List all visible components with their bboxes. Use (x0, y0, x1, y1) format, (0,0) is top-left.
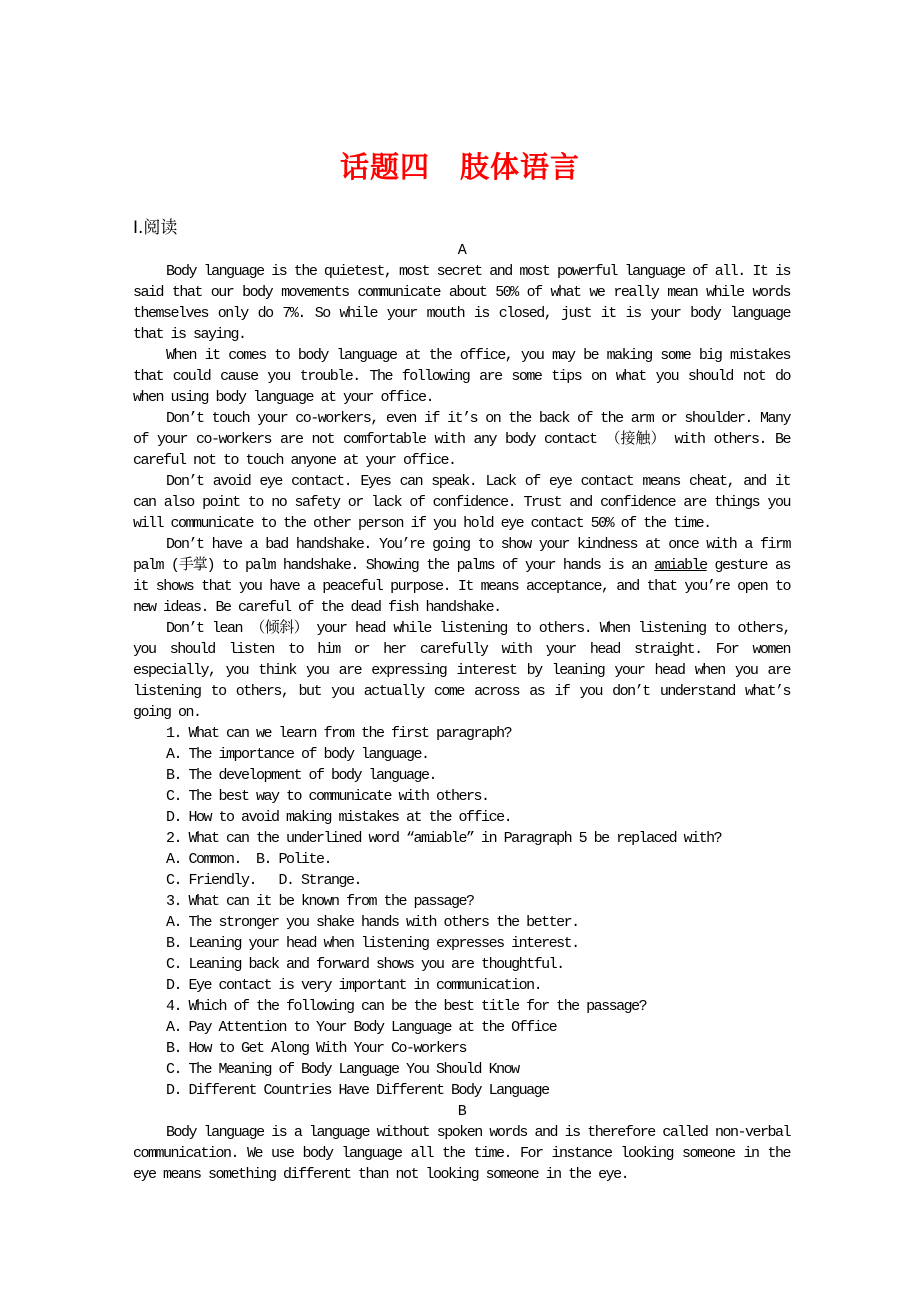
question-4-stem: 4. Which of the following can be the best title for the passage? (166, 998, 647, 1015)
question-1-option-d: D. How to avoid making mistakes at the office. (166, 809, 512, 826)
question-2-stem: 2. What can the underlined word “amiable” in Paragraph 5 be replaced with? (166, 830, 722, 847)
underlined-word-amiable: amiable (654, 557, 707, 574)
question-3-stem: 3. What can it be known from the passage? (166, 893, 474, 910)
passage-a-paragraph-5 (133, 534, 790, 618)
reading-section-label: Ⅰ.阅读 (133, 218, 178, 238)
question-2-options-ab: A. Common. B. Polite. (166, 851, 332, 868)
question-2-options-cd: C. Friendly. D. Strange. (166, 872, 362, 889)
question-3-option-a: A. The stronger you shake hands with others the better. (166, 914, 579, 931)
question-1-stem: 1. What can we learn from the first paragraph? (166, 725, 512, 742)
paragraph-5-text-after: gesture as it shows that you have a peaceful purpose. It means acceptance, and that you’re open to new ideas. Be careful of the dead fish handshake. (133, 557, 790, 616)
passage-b-paragraph-1: Body language is a language without spoken words and is therefore called non-verbal communication. We use body language all the time. For instance looking someone in the eye means something different than not looking someone in the eye. (133, 1124, 790, 1183)
passage-a-paragraph-6: Don’t lean （倾斜） your head while listening to others. When listening to others, you should listen to him or her carefully with your head straight. For women especially, you think you are expressing interest by leaning your head when you are listening to others, but you actually come across as if you don’t understand what’s going on. (133, 620, 790, 721)
question-3-option-d: D. Eye contact is very important in communication. (166, 977, 542, 994)
passage-a-paragraph-4: Don’t avoid eye contact. Eyes can speak. Lack of eye contact means cheat, and it can also point to no safety or lack of confidence. Trust and confidence are things you will communicate to the other person if you hold eye contact 50% of the time. (133, 473, 790, 532)
passage-a-paragraph-3: Don’t touch your co-workers, even if it’s on the back of the arm or shoulder. Many of your co-workers are not comfortable with any body contact （接触） with others. Be careful not to touch anyone at your office. (133, 410, 790, 469)
paragraph-5-text-before: Don’t have a bad handshake. You’re going to show your kindness at once with a firm palm (手掌) to palm handshake. Showing the palms of your hands is an (133, 536, 790, 574)
question-1-option-c: C. The best way to communicate with others. (166, 788, 489, 805)
question-4-option-c: C. The Meaning of Body Language You Should Know (166, 1061, 519, 1078)
passage-a-paragraph-1: Body language is the quietest, most secret and most powerful language of all. It is said that our body movements communicate about 50% of what we really mean while words themselves only do 7%. So while your mouth is closed, just it is your body language that is saying. (133, 263, 790, 343)
question-1-option-a: A. The importance of body language. (166, 746, 429, 763)
document-body (133, 216, 790, 1185)
passage-a-label: A (457, 242, 466, 259)
question-4-option-b: B. How to Get Along With Your Co-workers (166, 1040, 467, 1057)
page-title: 话题四 肢体语言 (339, 150, 580, 184)
question-1-option-b: B. The development of body language. (166, 767, 437, 784)
passage-b-label: B (457, 1103, 466, 1120)
question-3-option-c: C. Leaning back and forward shows you are thoughtful. (166, 956, 564, 973)
question-4-option-a: A. Pay Attention to Your Body Language at the Office (166, 1019, 557, 1036)
question-4-option-d: D. Different Countries Have Different Body Language (166, 1082, 549, 1099)
question-3-option-b: B. Leaning your head when listening expresses interest. (166, 935, 579, 952)
passage-a-paragraph-2: When it comes to body language at the office, you may be making some big mistakes that could cause you trouble. The following are some tips on what you should not do when using body language at your office. (133, 347, 790, 406)
